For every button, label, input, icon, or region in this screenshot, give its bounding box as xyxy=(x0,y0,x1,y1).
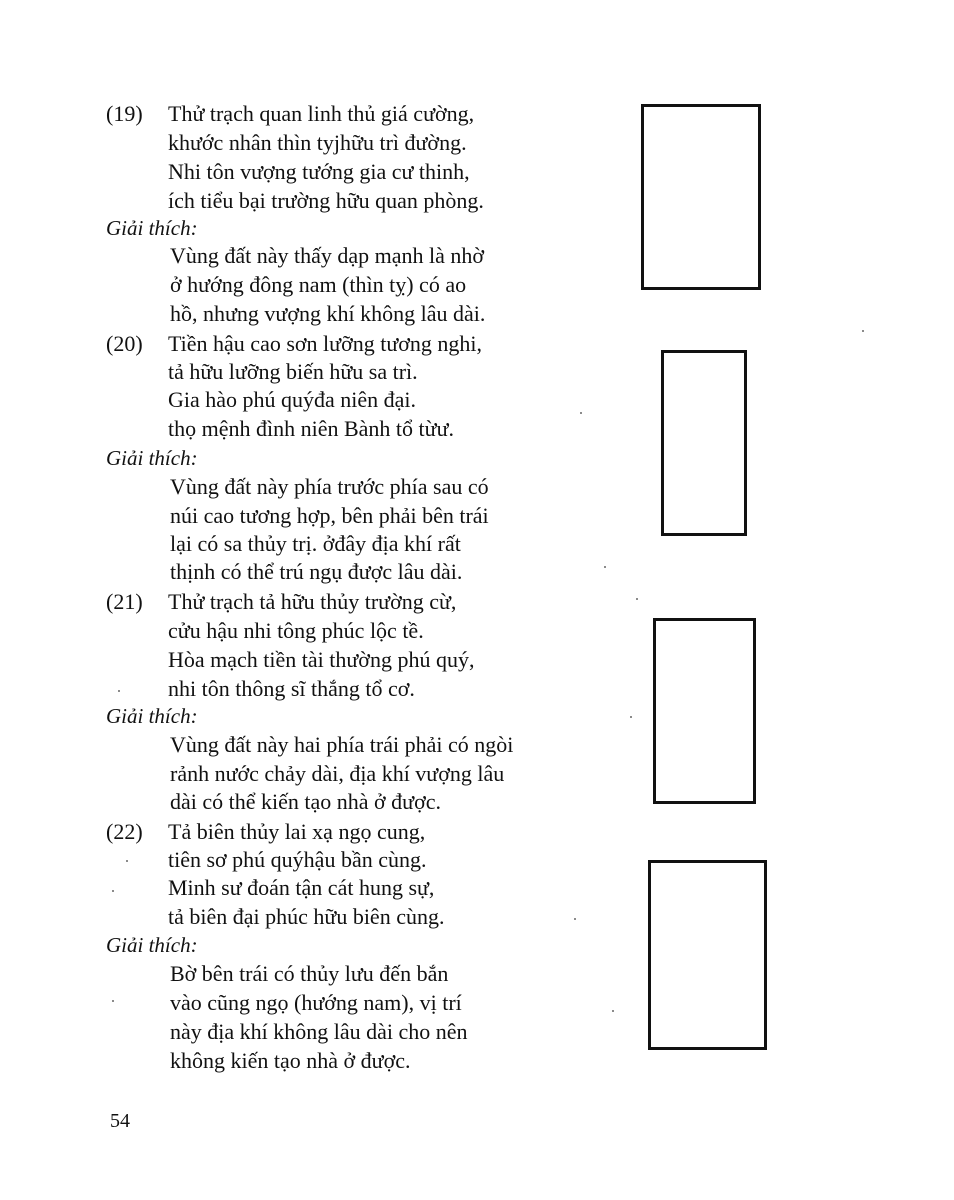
entry-number: (22) xyxy=(106,819,143,844)
explanation-line: ở hướng đông nam (thìn tỵ) có ao xyxy=(170,272,467,297)
verse-line: tiên sơ phú quýhậu bần cùng. xyxy=(168,847,427,872)
explanation-line: núi cao tương hợp, bên phải bên trái xyxy=(170,503,489,528)
explanation-line: Vùng đất này phía trước phía sau có xyxy=(170,474,489,499)
verse-line: Hòa mạch tiền tài thường phú quý, xyxy=(168,647,475,672)
explanation-line: hồ, nhưng vượng khí không lâu dài. xyxy=(170,301,486,326)
explanation-label: Giải thích: xyxy=(106,704,198,728)
scan-speck xyxy=(580,412,582,414)
entry-number: (20) xyxy=(106,331,143,356)
scan-speck xyxy=(636,598,638,600)
explanation-line: dài có thể kiến tạo nhà ở được. xyxy=(170,789,441,814)
scan-speck xyxy=(118,690,120,692)
explanation-line: vào cũng ngọ (hướng nam), vị trí xyxy=(170,990,462,1015)
verse-line: Nhi tôn vượng tướng gia cư thinh, xyxy=(168,159,470,184)
explanation-line: Bờ bên trái có thủy lưu đến bắn xyxy=(170,961,449,986)
verse-line: Gia hào phú quýđa niên đại. xyxy=(168,387,417,412)
explanation-line: rảnh nước chảy dài, địa khí vượng lâu xyxy=(170,761,505,786)
verse-line: Minh sư đoán tận cát hung sự, xyxy=(168,875,435,900)
scan-speck xyxy=(574,918,576,920)
site-diagram-box xyxy=(653,618,756,804)
explanation-line: Vùng đất này thấy dạp mạnh là nhờ xyxy=(170,243,485,268)
scan-speck xyxy=(604,566,606,568)
verse-line: ích tiểu bại trường hữu quan phòng. xyxy=(168,188,484,213)
verse-line: tả biên đại phúc hữu biên cùng. xyxy=(168,904,445,929)
verse-line: khước nhân thìn tyjhữu trì đường. xyxy=(168,130,467,155)
scan-speck xyxy=(112,1000,114,1002)
explanation-line: thịnh có thể trú ngụ được lâu dài. xyxy=(170,559,463,584)
entry-number: (21) xyxy=(106,589,143,614)
page-number: 54 xyxy=(110,1110,130,1132)
explanation-label: Giải thích: xyxy=(106,216,198,240)
verse-line: nhi tôn thông sĩ thắng tổ cơ. xyxy=(168,676,415,701)
verse-line: Tả biên thủy lai xạ ngọ cung, xyxy=(168,819,426,844)
explanation-line: Vùng đất này hai phía trái phải có ngòi xyxy=(170,732,514,757)
explanation-line: không kiến tạo nhà ở được. xyxy=(170,1048,411,1073)
verse-line: Thử trạch tả hữu thủy trường cừ, xyxy=(168,589,457,614)
site-diagram-box xyxy=(648,860,767,1050)
site-diagram-box xyxy=(661,350,747,536)
scan-speck xyxy=(612,1010,614,1012)
scan-speck xyxy=(630,716,632,718)
verse-line: Thử trạch quan linh thủ giá cường, xyxy=(168,101,475,126)
scan-speck xyxy=(126,860,128,862)
verse-line: tả hữu lưỡng biến hữu sa trì. xyxy=(168,359,418,384)
explanation-label: Giải thích: xyxy=(106,446,198,470)
verse-line: thọ mệnh đình niên Bành tổ từư. xyxy=(168,416,454,441)
verse-line: Tiền hậu cao sơn lưỡng tương nghi, xyxy=(168,331,482,356)
explanation-label: Giải thích: xyxy=(106,933,198,957)
explanation-line: này địa khí không lâu dài cho nên xyxy=(170,1019,468,1044)
verse-line: cửu hậu nhi tông phúc lộc tề. xyxy=(168,618,424,643)
scan-speck xyxy=(862,330,864,332)
site-diagram-box xyxy=(641,104,761,290)
entry-number: (19) xyxy=(106,101,143,126)
explanation-line: lại có sa thủy trị. ởđây địa khí rất xyxy=(170,531,461,556)
scan-speck xyxy=(112,890,114,892)
